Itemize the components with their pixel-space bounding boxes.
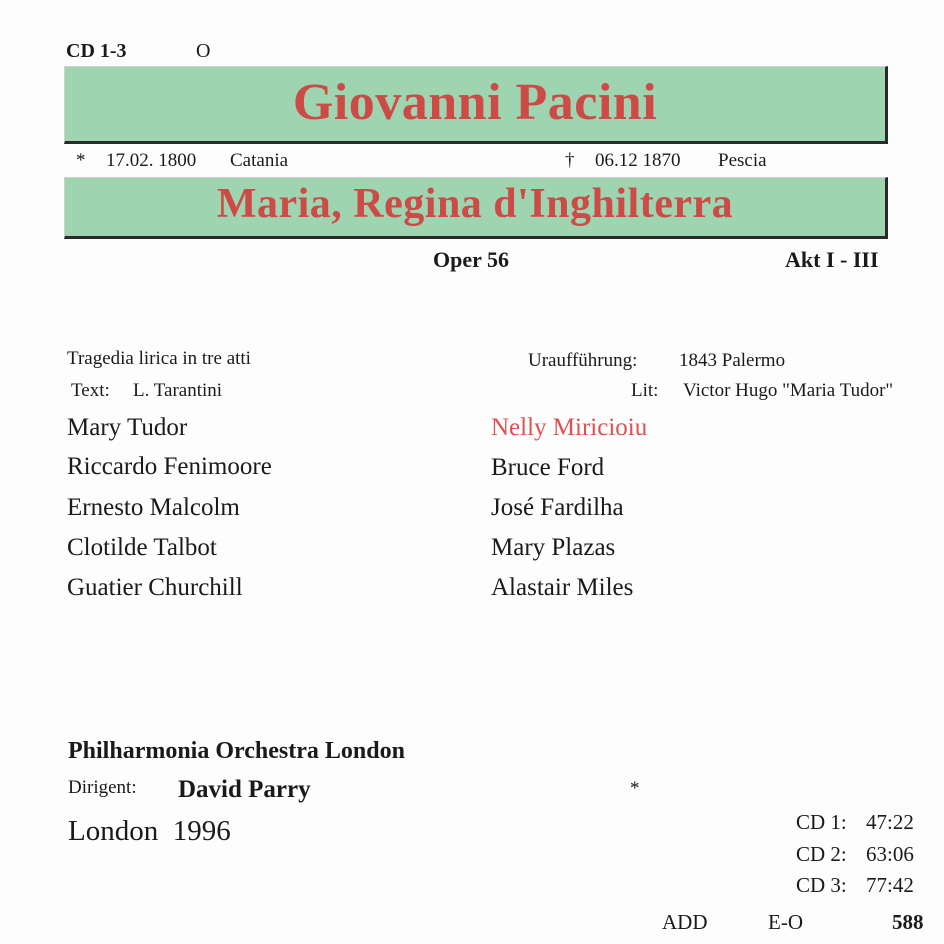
premiere-label: Uraufführung:	[528, 350, 638, 371]
composer-name: Giovanni Pacini	[292, 74, 658, 131]
recording-place-year: London 1996	[68, 815, 231, 847]
timing-value: 77:42	[866, 873, 914, 897]
timing-value: 47:22	[866, 810, 914, 834]
singer-name: Mary Plazas	[491, 534, 616, 561]
conductor-name: David Parry	[178, 776, 311, 803]
role-name: Guatier Churchill	[67, 574, 243, 601]
singer-name: Nelly Miricioiu	[491, 414, 648, 441]
role-name: Ernesto Malcolm	[67, 494, 240, 521]
recording-format: ADD	[662, 910, 708, 934]
singer-name: Alastair Miles	[491, 574, 634, 601]
role-name: Riccardo Fenimoore	[67, 453, 272, 480]
timing-label: CD 2:	[796, 842, 847, 866]
birth-place: Catania	[230, 150, 289, 171]
catalog-code: E-O	[768, 910, 803, 934]
role-name: Clotilde Talbot	[67, 534, 217, 561]
text-label: Text:	[71, 380, 110, 401]
death-date: 06.12 1870	[595, 150, 681, 171]
opus-number: Oper 56	[433, 247, 509, 272]
timing-label: CD 1:	[796, 810, 847, 834]
timing-label: CD 3:	[796, 873, 847, 897]
birth-date: 17.02. 1800	[106, 150, 197, 171]
acts-range: Akt I - III	[785, 247, 879, 272]
death-symbol: †	[565, 150, 575, 171]
asterisk-mark: *	[630, 778, 640, 799]
conductor-label: Dirigent:	[68, 777, 137, 798]
catalog-number: 588	[892, 910, 924, 934]
premiere-value: 1843 Palermo	[679, 350, 786, 371]
lit-label: Lit:	[631, 380, 659, 401]
lit-value: Victor Hugo "Maria Tudor"	[683, 380, 894, 401]
birth-symbol: *	[76, 150, 86, 171]
death-place: Pescia	[718, 150, 767, 171]
work-title-banner	[64, 177, 888, 239]
orchestra-name: Philharmonia Orchestra London	[68, 738, 405, 764]
genre: Tragedia lirica in tre atti	[67, 348, 251, 369]
timing-value: 63:06	[866, 842, 914, 866]
composer-banner	[64, 66, 888, 144]
marker-letter: O	[196, 40, 211, 62]
singer-name: José Fardilha	[491, 494, 624, 521]
cd-range: CD 1-3	[66, 40, 127, 62]
role-name: Mary Tudor	[67, 414, 188, 441]
text-author: L. Tarantini	[133, 380, 223, 401]
singer-name: Bruce Ford	[491, 454, 605, 481]
work-title: Maria, Regina d'Inghilterra	[216, 181, 734, 227]
